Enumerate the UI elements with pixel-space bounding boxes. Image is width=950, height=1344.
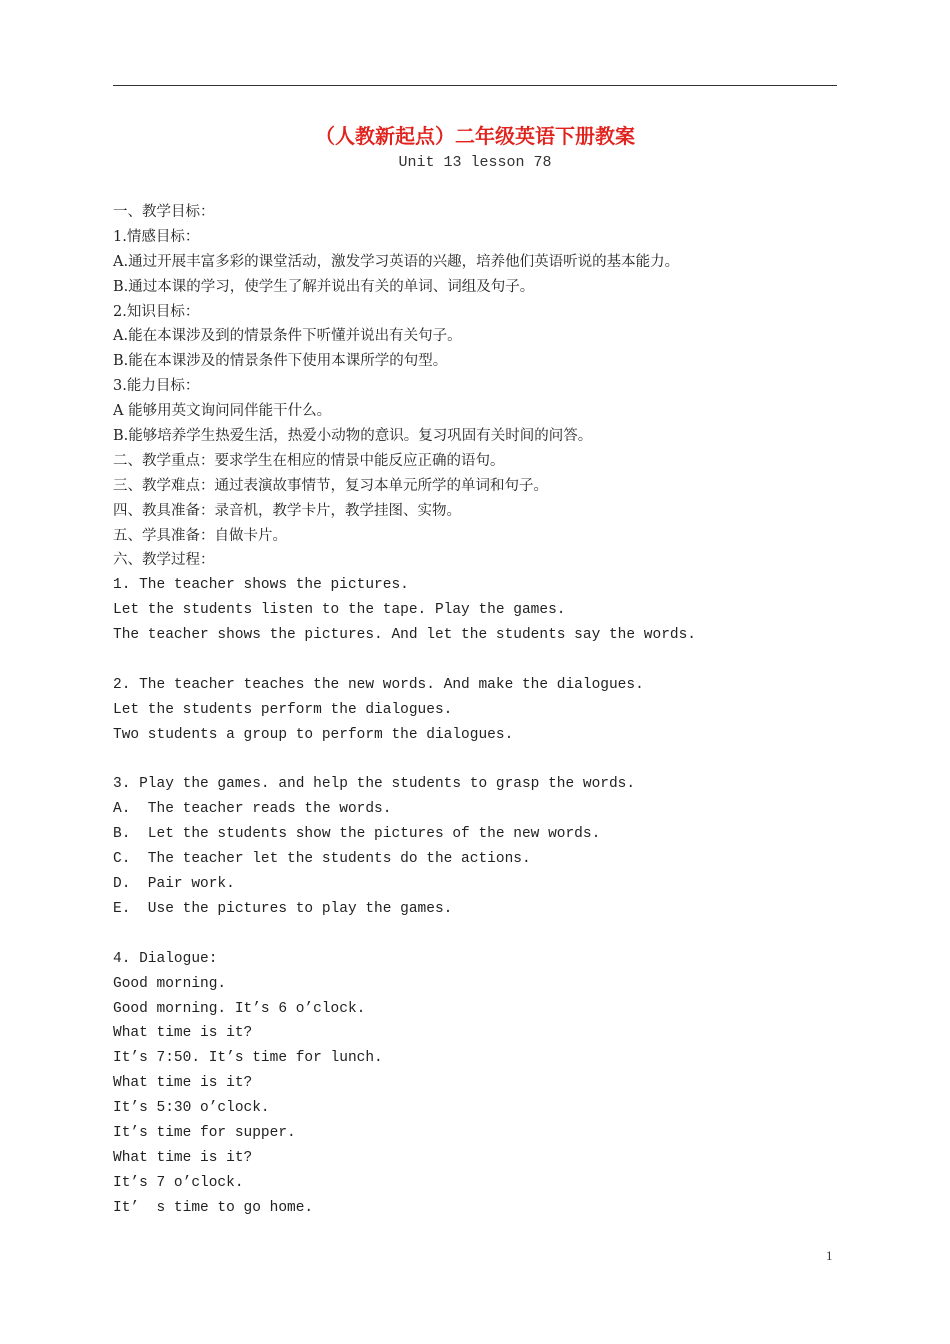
text-line: 2.知识目标： xyxy=(113,303,200,320)
text-line: Good morning. It’s 6 o’clock. xyxy=(113,1000,366,1017)
document-title: （人教新起点）二年级英语下册教案 xyxy=(315,124,635,148)
document-subtitle: Unit 13 lesson 78 xyxy=(398,154,552,171)
text-line: What time is it? xyxy=(113,1075,253,1092)
text-line: 六、教学过程： xyxy=(113,552,215,569)
text-line: 四、教具准备：录音机，教学卡片，教学挂图、实物。 xyxy=(113,502,461,519)
text-line: C. The teacher let the students do the actions. xyxy=(113,851,531,868)
text-line: Let the students perform the dialogues. xyxy=(113,701,453,718)
text-line: E. Use the pictures to play the games. xyxy=(113,900,453,917)
text-line: B. Let the students show the pictures of the new words. xyxy=(113,826,601,843)
blank-line xyxy=(113,748,853,773)
text-line: 2. The teacher teaches the new words. And make the dialogues. xyxy=(113,676,644,693)
text-line: 五、学具准备：自做卡片。 xyxy=(113,527,287,544)
text-line: A. The teacher reads the words. xyxy=(113,801,392,818)
text-line: 1.情感目标： xyxy=(113,228,200,245)
text-line: It’ s time to go home. xyxy=(113,1199,314,1216)
text-line: B.通过本课的学习，使学生了解并说出有关的单词、词组及句子。 xyxy=(113,278,535,295)
text-line: Two students a group to perform the dialogues. xyxy=(113,726,514,743)
text-line: B.能在本课涉及的情景条件下使用本课所学的句型。 xyxy=(113,353,448,370)
text-line: It’s 7:50. It’s time for lunch. xyxy=(113,1050,383,1067)
text-line: It’s time for supper. xyxy=(113,1124,296,1141)
blank-line xyxy=(113,922,853,947)
text-line: A 能够用英文询问同伴能干什么。 xyxy=(113,403,332,420)
text-line: A.通过开展丰富多彩的课堂活动，激发学习英语的兴趣，培养他们英语听说的基本能力。 xyxy=(113,253,680,270)
text-line: It’s 7 o’clock. xyxy=(113,1174,244,1191)
document-body xyxy=(113,200,853,1221)
text-line: 1. The teacher shows the pictures. xyxy=(113,577,409,594)
text-line: 3.能力目标： xyxy=(113,378,200,395)
text-line: It’s 5:30 o’clock. xyxy=(113,1100,270,1117)
text-line: Good morning. xyxy=(113,975,227,992)
blank-line xyxy=(113,648,853,673)
header-rule xyxy=(113,85,837,86)
text-line: The teacher shows the pictures. And let the students say the words. xyxy=(113,627,696,644)
text-line: Let the students listen to the tape. Play the games. xyxy=(113,602,566,619)
text-line: B.能够培养学生热爱生活，热爱小动物的意识。复习巩固有关时间的问答。 xyxy=(113,428,593,445)
text-line: 3. Play the games. and help the students to grasp the words. xyxy=(113,776,636,793)
text-line: D. Pair work. xyxy=(113,876,235,893)
text-line: A.能在本课涉及到的情景条件下听懂并说出有关句子。 xyxy=(113,328,462,345)
text-line: What time is it? xyxy=(113,1149,253,1166)
text-line: 三、教学难点：通过表演故事情节，复习本单元所学的单词和句子。 xyxy=(113,477,548,494)
text-line: 二、教学重点：要求学生在相应的情景中能反应正确的语句。 xyxy=(113,452,505,469)
text-line: 一、教学目标： xyxy=(113,204,215,220)
page-number: 1 xyxy=(826,1248,833,1263)
text-line: 4. Dialogue: xyxy=(113,950,218,967)
text-line: What time is it? xyxy=(113,1025,253,1042)
